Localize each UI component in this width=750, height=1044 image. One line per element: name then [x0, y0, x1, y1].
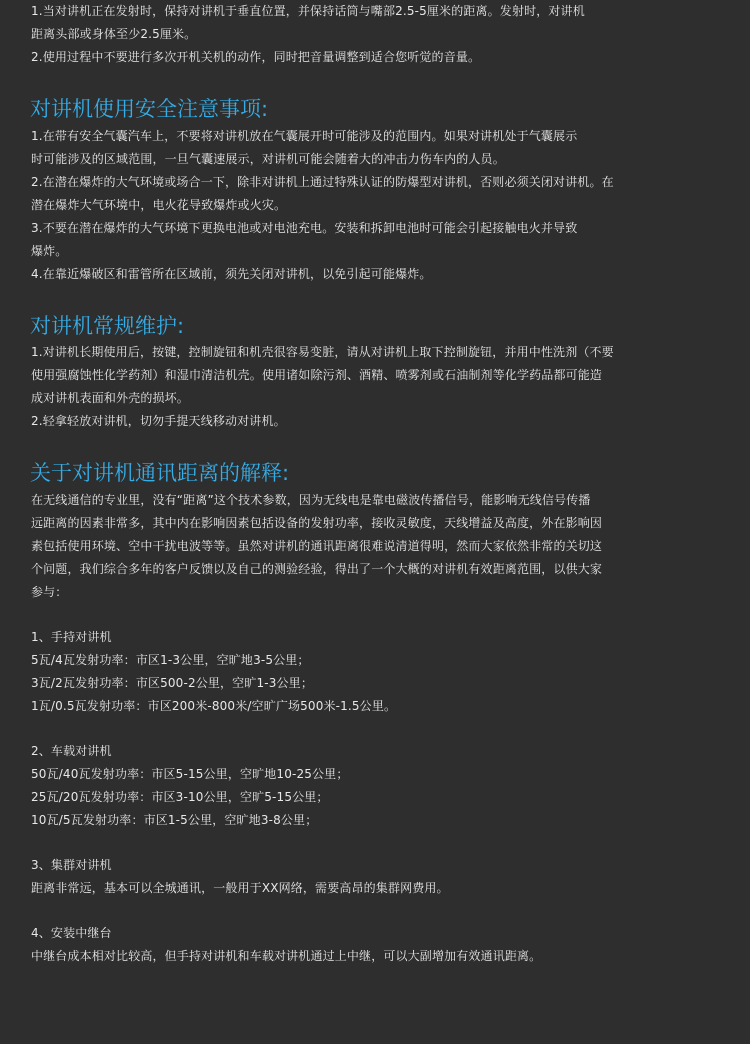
group-line: 距离非常远，基本可以全城通讯，一般用于XX网络，需要高昂的集群网费用。 — [31, 881, 449, 895]
safety-line: 1.在带有安全气囊汽车上，不要将对讲机放在气囊展开时可能涉及的范围内。如果对讲机处于气囊展示 — [31, 129, 578, 143]
safety-line: 潜在爆炸大气环境中，电火花导致爆炸或火灾。 — [31, 198, 287, 212]
group-line: 中继台成本相对比较高，但手持对讲机和车载对讲机通过上中继，可以大副增加有效通讯距离。 — [31, 949, 542, 963]
intro-line: 2.使用过程中不要进行多次开机关机的动作，同时把音量调整到适合您听觉的音量。 — [31, 50, 481, 64]
intro-line: 1.当对讲机正在发射时，保持对讲机于垂直位置，并保持话筒与嘴部2.5-5厘米的距离。发射时，对讲机 — [31, 4, 585, 18]
distance-intro-line: 远距离的因素非常多，其中内在影响因素包括设备的发射功率，接收灵敏度，天线增益及高度，外在影响因 — [31, 516, 603, 530]
intro-line: 距离头部或身体至少2.5厘米。 — [31, 27, 197, 41]
maintenance-line: 2.轻拿轻放对讲机，切勿手提天线移动对讲机。 — [31, 414, 286, 428]
group-line: 10瓦/5瓦发射功率：市区1-5公里，空旷地3-8公里； — [31, 813, 318, 827]
distance-intro-line: 素包括使用环境、空中干扰电波等等。虽然对讲机的通讯距离很难说清道得明，然而大家依然非常的关切这 — [31, 539, 603, 553]
group-line: 5瓦/4瓦发射功率：市区1-3公里，空旷地3-5公里； — [31, 653, 310, 667]
safety-line: 时可能涉及的区域范围，一旦气囊速展示，对讲机可能会随着大的冲击力伤车内的人员。 — [31, 152, 505, 166]
distance-intro-line: 参与： — [31, 585, 68, 599]
maintenance-line: 1.对讲机长期使用后，按键，控制旋钮和机壳很容易变脏，请从对讲机上取下控制旋钮，并用中性洗剂（不要 — [31, 345, 614, 359]
group-title-handheld: 1、手持对讲机 — [31, 630, 112, 644]
group-title-trunking: 3、集群对讲机 — [31, 858, 112, 872]
group-title-vehicle: 2、车载对讲机 — [31, 744, 112, 758]
safety-line: 爆炸。 — [31, 244, 68, 258]
maintenance-line: 成对讲机表面和外壳的损坏。 — [31, 391, 189, 405]
safety-line: 2.在潜在爆炸的大气环境或场合一下，除非对讲机上通过特殊认证的防爆型对讲机，否则必须关闭对讲机。在 — [31, 175, 614, 189]
distance-intro-line: 个问题，我们综合多年的客户反馈以及自己的测验经验，得出了一个大概的对讲机有效距离范围，以供大家 — [31, 562, 603, 576]
safety-line: 4.在靠近爆破区和雷管所在区域前，须先关闭对讲机，以免引起可能爆炸。 — [31, 267, 432, 281]
group-line: 3瓦/2瓦发射功率：市区500-2公里，空旷1-3公里； — [31, 676, 313, 690]
section-title-distance: 关于对讲机通讯距离的解释: — [30, 461, 290, 485]
safety-line: 3.不要在潜在爆炸的大气环境下更换电池或对电池充电。安装和拆卸电池时可能会引起接触电火并导致 — [31, 221, 578, 235]
maintenance-line: 使用强腐蚀性化学药剂）和湿巾清洁机壳。使用诸如除污剂、酒精、喷雾剂或石油制剂等化学药品都可能造 — [31, 368, 603, 382]
distance-intro-line: 在无线通信的专业里，没有“距离”这个技术参数，因为无线电是靠电磁波传播信号，能影响无线信号传播 — [31, 493, 591, 507]
section-title-maintenance: 对讲机常规维护: — [30, 314, 185, 338]
group-line: 25瓦/20瓦发射功率：市区3-10公里，空旷5-15公里； — [31, 790, 329, 804]
group-title-repeater: 4、安装中继台 — [31, 926, 112, 940]
section-title-safety: 对讲机使用安全注意事项: — [30, 97, 269, 121]
group-line: 1瓦/0.5瓦发射功率：市区200米-800米/空旷广场500米-1.5公里。 — [31, 699, 397, 713]
group-line: 50瓦/40瓦发射功率：市区5-15公里，空旷地10-25公里； — [31, 767, 349, 781]
